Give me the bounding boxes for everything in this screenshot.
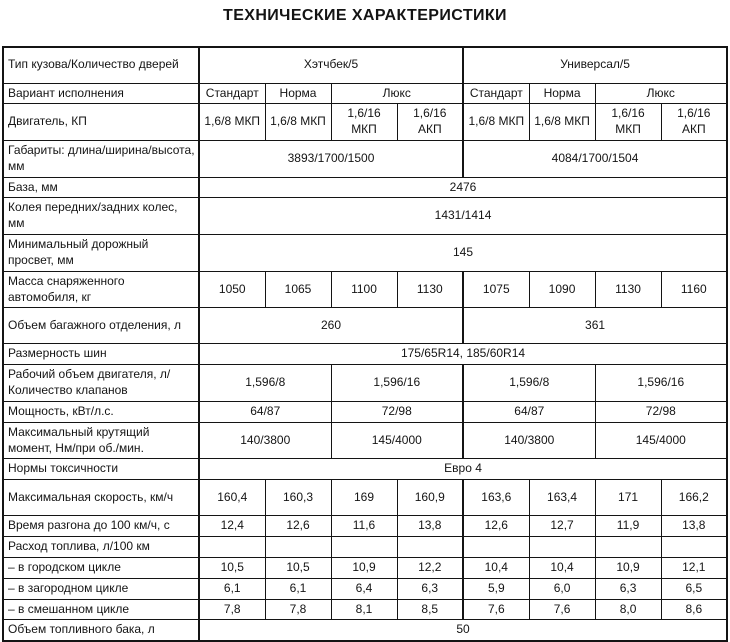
- row-label: Мощность, кВт/л.с.: [3, 401, 199, 422]
- cell-value: Люкс: [595, 83, 727, 104]
- cell-value: 6,5: [661, 578, 727, 599]
- cell-value: Хэтчбек/5: [199, 47, 463, 83]
- cell-value: 7,8: [199, 599, 265, 620]
- table-row-trim: [3, 83, 727, 104]
- cell-value: 12,6: [463, 516, 529, 537]
- cell-value: 6,4: [331, 578, 397, 599]
- table-row-combined-cycle: [3, 599, 727, 620]
- cell-value: [661, 537, 727, 558]
- cell-value: 10,9: [595, 557, 661, 578]
- cell-value: 1,6/16 МКП: [595, 104, 661, 141]
- table-row-dimensions: [3, 140, 727, 177]
- cell-value: 1075: [463, 271, 529, 308]
- cell-value: 72/98: [595, 401, 727, 422]
- cell-value: Норма: [265, 83, 331, 104]
- cell-value: 145: [199, 235, 727, 272]
- cell-value: 166,2: [661, 480, 727, 516]
- row-label: Нормы токсичности: [3, 459, 199, 480]
- cell-value: 6,1: [199, 578, 265, 599]
- cell-value: [595, 537, 661, 558]
- cell-value: 64/87: [463, 401, 595, 422]
- cell-value: [331, 537, 397, 558]
- cell-value: 7,6: [529, 599, 595, 620]
- cell-value: 6,3: [595, 578, 661, 599]
- table-row-fuel-tank: [3, 620, 727, 641]
- cell-value: 1431/1414: [199, 198, 727, 235]
- cell-value: 7,6: [463, 599, 529, 620]
- cell-value: 1160: [661, 271, 727, 308]
- cell-value: 10,4: [529, 557, 595, 578]
- cell-value: [529, 537, 595, 558]
- row-label: Двигатель, КП: [3, 104, 199, 141]
- cell-value: 6,3: [397, 578, 463, 599]
- row-label: Объем топливного бака, л: [3, 620, 199, 641]
- cell-value: 64/87: [199, 401, 331, 422]
- cell-value: 3893/1700/1500: [199, 140, 463, 177]
- cell-value: 1090: [529, 271, 595, 308]
- cell-value: 12,1: [661, 557, 727, 578]
- cell-value: Евро 4: [199, 459, 727, 480]
- cell-value: 1050: [199, 271, 265, 308]
- cell-value: 6,0: [529, 578, 595, 599]
- cell-value: [397, 537, 463, 558]
- cell-value: 12,2: [397, 557, 463, 578]
- table-row-city-cycle: [3, 557, 727, 578]
- row-label: Тип кузова/Количество дверей: [3, 47, 199, 83]
- row-label: База, мм: [3, 177, 199, 198]
- cell-value: 175/65R14, 185/60R14: [199, 344, 727, 365]
- cell-value: 11,9: [595, 516, 661, 537]
- table-row-emissions: [3, 459, 727, 480]
- cell-value: [265, 537, 331, 558]
- row-label: Масса снаряженного автомобиля, кг: [3, 271, 199, 308]
- cell-value: 1100: [331, 271, 397, 308]
- table-row-displacement: [3, 365, 727, 402]
- cell-value: [199, 537, 265, 558]
- cell-value: 8,1: [331, 599, 397, 620]
- cell-value: 171: [595, 480, 661, 516]
- page-title: ТЕХНИЧЕСКИЕ ХАРАКТЕРИСТИКИ: [223, 7, 507, 24]
- cell-value: 1,596/8: [463, 365, 595, 402]
- row-label: Колея передних/задних колес, мм: [3, 198, 199, 235]
- cell-value: Стандарт: [199, 83, 265, 104]
- cell-value: 160,4: [199, 480, 265, 516]
- cell-value: 1,6/16 АКП: [661, 104, 727, 141]
- row-label: – в городском цикле: [3, 557, 199, 578]
- cell-value: 140/3800: [199, 422, 331, 459]
- cell-value: [463, 537, 529, 558]
- cell-value: 1130: [397, 271, 463, 308]
- cell-value: Универсал/5: [463, 47, 727, 83]
- cell-value: 1,6/8 МКП: [265, 104, 331, 141]
- cell-value: 160,9: [397, 480, 463, 516]
- row-label: Вариант исполнения: [3, 83, 199, 104]
- cell-value: Стандарт: [463, 83, 529, 104]
- cell-value: Норма: [529, 83, 595, 104]
- cell-value: 5,9: [463, 578, 529, 599]
- cell-value: 8,0: [595, 599, 661, 620]
- row-label: – в загородном цикле: [3, 578, 199, 599]
- row-label: Максимальный крутящий момент, Нм/при об./мин.: [3, 422, 199, 459]
- row-label: Рабочий объем двигателя, л/ Количество клапанов: [3, 365, 199, 402]
- cell-value: 1,6/8 МКП: [463, 104, 529, 141]
- row-label: Расход топлива, л/100 км: [3, 537, 199, 558]
- table-row-body-type: [3, 47, 727, 83]
- row-label: Минимальный дорожный просвет, мм: [3, 235, 199, 272]
- cell-value: 2476: [199, 177, 727, 198]
- cell-value: 72/98: [331, 401, 463, 422]
- cell-value: 160,3: [265, 480, 331, 516]
- cell-value: 8,6: [661, 599, 727, 620]
- table-row-power: [3, 401, 727, 422]
- cell-value: 1,6/16 МКП: [331, 104, 397, 141]
- cell-value: 7,8: [265, 599, 331, 620]
- table-row-wheelbase: [3, 177, 727, 198]
- table-row-engine: [3, 104, 727, 141]
- cell-value: 1130: [595, 271, 661, 308]
- cell-value: 50: [199, 620, 727, 641]
- table-row-max-speed: [3, 480, 727, 516]
- cell-value: 12,6: [265, 516, 331, 537]
- cell-value: 10,9: [331, 557, 397, 578]
- cell-value: 10,4: [463, 557, 529, 578]
- cell-value: 145/4000: [595, 422, 727, 459]
- row-label: – в смешанном цикле: [3, 599, 199, 620]
- cell-value: 361: [463, 308, 727, 344]
- cell-value: 8,5: [397, 599, 463, 620]
- cell-value: 12,4: [199, 516, 265, 537]
- row-label: Размерность шин: [3, 344, 199, 365]
- cell-value: 12,7: [529, 516, 595, 537]
- row-label: Максимальная скорость, км/ч: [3, 480, 199, 516]
- cell-value: 1,596/8: [199, 365, 331, 402]
- cell-value: 4084/1700/1504: [463, 140, 727, 177]
- row-label: Время разгона до 100 км/ч, с: [3, 516, 199, 537]
- cell-value: 10,5: [265, 557, 331, 578]
- cell-value: 163,4: [529, 480, 595, 516]
- cell-value: 6,1: [265, 578, 331, 599]
- table-row-fuel-consumption-header: [3, 537, 727, 558]
- cell-value: 1,6/8 МКП: [199, 104, 265, 141]
- table-row-torque: [3, 422, 727, 459]
- table-row-track: [3, 198, 727, 235]
- cell-value: 10,5: [199, 557, 265, 578]
- cell-value: 145/4000: [331, 422, 463, 459]
- table-row-trunk-volume: [3, 308, 727, 344]
- cell-value: 163,6: [463, 480, 529, 516]
- cell-value: 169: [331, 480, 397, 516]
- row-label: Габариты: длина/ширина/высота, мм: [3, 140, 199, 177]
- cell-value: 11,6: [331, 516, 397, 537]
- cell-value: 1,6/16 АКП: [397, 104, 463, 141]
- cell-value: Люкс: [331, 83, 463, 104]
- cell-value: 1065: [265, 271, 331, 308]
- cell-value: 260: [199, 308, 463, 344]
- cell-value: 13,8: [397, 516, 463, 537]
- cell-value: 13,8: [661, 516, 727, 537]
- table-row-curb-weight: [3, 271, 727, 308]
- row-label: Объем багажного отделения, л: [3, 308, 199, 344]
- specs-table: [2, 46, 728, 642]
- table-row-acceleration: [3, 516, 727, 537]
- cell-value: 140/3800: [463, 422, 595, 459]
- table-row-tires: [3, 344, 727, 365]
- table-row-clearance: [3, 235, 727, 272]
- cell-value: 1,596/16: [595, 365, 727, 402]
- cell-value: 1,596/16: [331, 365, 463, 402]
- cell-value: 1,6/8 МКП: [529, 104, 595, 141]
